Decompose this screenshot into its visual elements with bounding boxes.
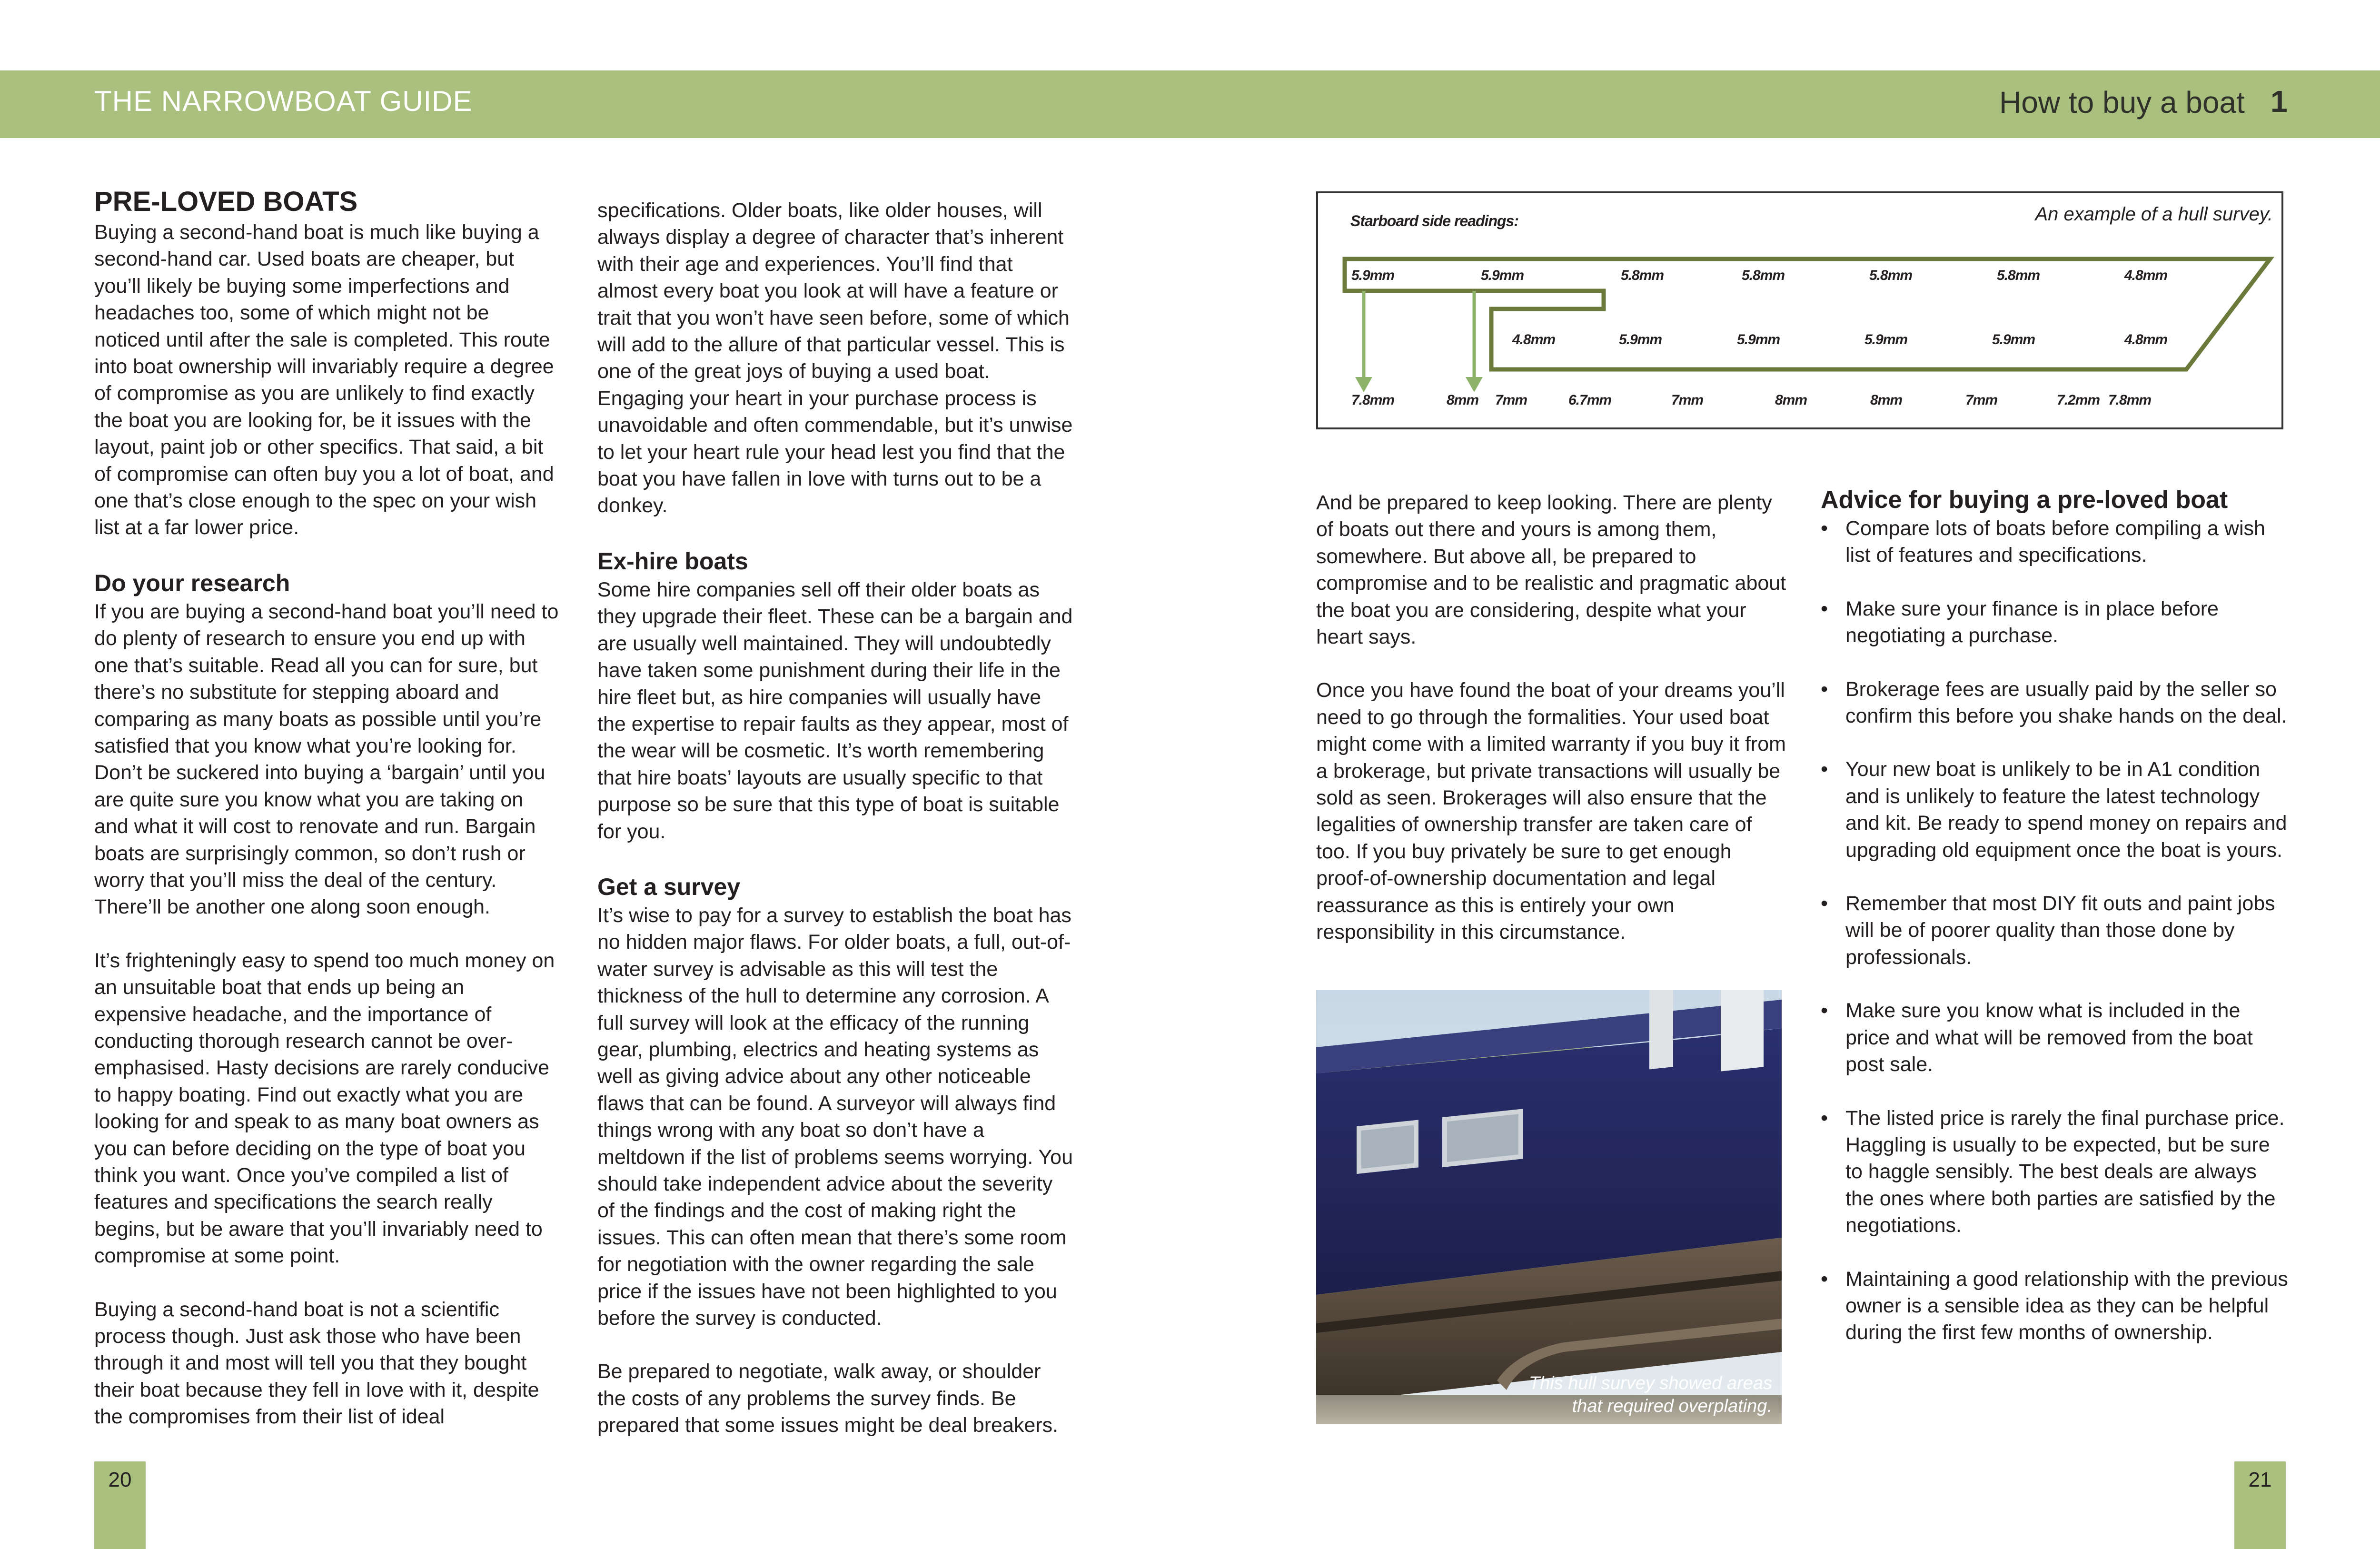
advice-item: • Your new boat is unlikely to be in A1 condition and is unlikely to feature the latest technology and kit. Be ready to spend money on repairs and upgrading old equipment once the boat is yours. [1821, 756, 2290, 864]
photo-caption: This hull survey showed areas that required overplating. [1528, 1373, 1772, 1416]
survey-reading: 6.7mm [1568, 392, 1612, 408]
page-number-left-tab [94, 1461, 146, 1549]
paragraph: specifications. Older boats, like older houses, will always display a degree of character that’s inherent with their age and experiences. You’ll find that almost every boat you look at will have a feature or trait that you won’t have seen before, some of which will add to the allure of that particular vessel. This is one of the great joys of buying a used boat. Engaging your heart in your purchase process is unavoidable and often commendable, but it’s unwise to let your heart rule your head lest you find that the boat you have fallen in love with turns out to be a donkey. [597, 199, 1073, 517]
subheading-survey: Get a survey [597, 873, 741, 900]
survey-reading: 8mm [1870, 392, 1903, 408]
survey-reading: 4.8mm [2124, 332, 2168, 348]
survey-reading: 5.9mm [1481, 268, 1524, 283]
page-number-right-tab [2234, 1461, 2286, 1549]
column-4 [1821, 485, 2290, 1373]
survey-reading: 8mm [1775, 392, 1807, 408]
page-number-right: 21 [2248, 1468, 2272, 1491]
survey-reading: 5.9mm [1351, 268, 1395, 283]
survey-reading: 4.8mm [1512, 332, 1556, 348]
paragraph: Once you have found the boat of your dreams you’ll need to go through the formalities. Your used boat might come with a limited warranty if you buy it from a brokerage, but private transactions will usually be sold as seen. Brokerages will also ensure that the legalities of ownership transfer are taken care of too. If you buy privately be sure to get enough proof-of-ownership documentation and legal reassurance as this is entirely your own responsibility in this circumstance. [1316, 679, 1786, 944]
section-title: PRE-LOVED BOATS [94, 186, 358, 217]
paragraph: It’s wise to pay for a survey to establish the boat has no hidden major flaws. For older boats, a full, out-of-water survey is advisable as this will test the thickness of the hull to determine any corrosion. A full survey will look at the efficacy of the running gear, plumbing, electrics and heating systems as well as giving advice about any other noticeable flaws that can be found. A surveyor will always find things wrong with any boat so don’t have a meltdown if the list of problems seems worrying. You should take independent advice about the severity of the findings and the cost of making right the issues. This can often mean that there’s some room for negotiation with the owner regarding the sale price if the issues have not been highlighted to you before the survey is conducted. [597, 904, 1073, 1330]
survey-reading: 5.8mm [1869, 268, 1913, 283]
paragraph: Buying a second-hand boat is much like buying a second-hand car. Used boats are cheaper, but you’ll likely be buying some imperfections and headaches too, some of which might not be noticed until after the sale is completed. This route into boat ownership will invariably require a degree of compromise as you are unlikely to find exactly the boat you are looking for, be it issues with the layout, paint job or other specifics. That said, a bit of compromise can often buy you a lot of boat, and one that’s close enough to the spec on your wish list at a far lower price. [94, 221, 554, 539]
paragraph: If you are buying a second-hand boat you’ll need to do plenty of research to ensure you end up with one that’s suitable. Read all you can for sure, but there’s no substitute for stepping aboard and comparing as many boats as possible until you’re satisfied that you know what you’re looking for. Don’t be suckered into buying a ‘bargain’ until you are quite sure you know what you are taking on and what it will cost to renovate and run. Bargain boats are surprisingly common, so don’t rush or worry that you’ll miss the deal of the century. There’ll be another one along soon enough. [94, 600, 559, 919]
survey-reading: 5.9mm [1864, 332, 1908, 348]
advice-item: • Brokerage fees are usually paid by the seller so confirm this before you shake hands on the deal. [1821, 676, 2290, 730]
hull-survey-diagram [1316, 191, 2283, 429]
advice-item: • Maintaining a good relationship with the previous owner is a sensible idea as they can be helpful during the first few months of ownership. [1821, 1266, 2290, 1346]
subheading-ex-hire: Ex-hire boats [597, 547, 748, 575]
page-number-left: 20 [108, 1468, 132, 1491]
chapter-number: 1 [2271, 84, 2288, 119]
survey-reading: 5.8mm [1742, 268, 1785, 283]
paragraph: Buying a second-hand boat is not a scientific process though. Just ask those who have been through it and most will tell you that they bought their boat because they fell in love with it, despite the compromises from their list of ideal [94, 1298, 539, 1429]
advice-item: • Compare lots of boats before compiling a wish list of features and specifications. [1821, 515, 2290, 569]
survey-reading: 5.8mm [1621, 268, 1664, 283]
advice-title: Advice for buying a pre-loved boat [1821, 486, 2228, 514]
advice-item: • The listed price is rarely the final purchase price. Haggling is usually to be expected, but be sure to haggle sensibly. The best deals are always the ones where both parties are satisfied by the negotiations. [1821, 1105, 2290, 1239]
column-1 [94, 185, 561, 1430]
survey-caption: An example of a hull survey. [2035, 204, 2273, 225]
survey-reading: 7mm [1965, 392, 1998, 408]
survey-reading: 5.9mm [1992, 332, 2035, 348]
survey-reading: 5.8mm [1997, 268, 2040, 283]
guide-title: THE NARROWBOAT GUIDE [94, 85, 473, 117]
narrowboat-photo-image [1316, 990, 1782, 1424]
paragraph: Be prepared to negotiate, walk away, or shoulder the costs of any problems the survey finds. Be prepared that some issues might be deal breakers. [597, 1360, 1059, 1437]
survey-reading: 8mm [1447, 392, 1479, 408]
survey-heading: Starboard side readings: [1350, 212, 1518, 229]
advice-list [1821, 515, 2290, 1346]
column-2 [597, 197, 1073, 1439]
paragraph: And be prepared to keep looking. There are plenty of boats out there and yours is among them, somewhere. But above all, be prepared to compromise and to be realistic and pragmatic about the boat you are considering, despite what your heart says. [1316, 491, 1786, 649]
paragraph: Some hire companies sell off their older boats as they upgrade their fleet. These can be a bargain and are usually well maintained. They will undoubtedly have taken some punishment during their life in the hire fleet but, as hire companies will usually have the expertise to repair faults as they appear, most of the wear will be cosmetic. It’s worth remembering that hire boats’ layouts are usually specific to that purpose so be sure that this type of boat is suitable for you. [597, 578, 1073, 843]
column-3 [1316, 489, 1787, 946]
survey-reading: 5.9mm [1619, 332, 1662, 348]
subheading-research: Do your research [94, 569, 290, 596]
advice-item: • Remember that most DIY fit outs and paint jobs will be of poorer quality than those done by professionals. [1821, 890, 2290, 971]
survey-reading: 7mm [1671, 392, 1704, 408]
survey-reading: 7.8mm [1351, 392, 1395, 408]
survey-reading: 7.2mm [2057, 392, 2100, 408]
survey-reading: 5.9mm [1737, 332, 1780, 348]
paragraph: It’s frighteningly easy to spend too much money on an unsuitable boat that ends up being an expensive headache, and the importance of conducting thorough research cannot be over-emphasised. Hasty decisions are rarely conducive to happy boating. Find out exactly what you are looking for and speak to as many boat owners as you can before deciding on the type of boat you think you want. Once you’ve compiled a list of features and specifications the search really begins, but be aware that you’ll invariably need to compromise at some point. [94, 949, 555, 1268]
advice-item: • Make sure you know what is included in the price and what will be removed from the boat post sale. [1821, 997, 2290, 1078]
chapter-title: How to buy a boat [1999, 85, 2245, 119]
survey-reading: 7mm [1495, 392, 1527, 408]
survey-reading: 7.8mm [2108, 392, 2152, 408]
survey-reading: 4.8mm [2124, 268, 2168, 283]
advice-item: • Make sure your finance is in place before negotiating a purchase. [1821, 596, 2290, 649]
hull-photo [1316, 990, 1782, 1424]
